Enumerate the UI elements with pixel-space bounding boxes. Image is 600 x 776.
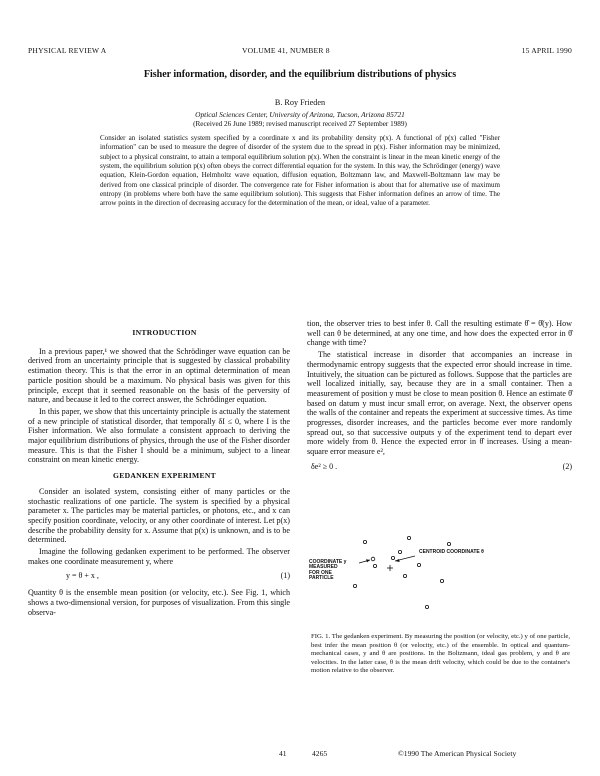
- equation-1-number: (1): [280, 571, 290, 581]
- equation-2: [307, 462, 572, 474]
- intro-paragraph-1: In a previous paper,¹ we showed that the Schrödinger wave equation can be derived from an uncertainty principle that is suggested by classical probability estimation theory. This is that the error in an optimal determination of mean particle position should be a maximum. No physical basis was given for this principle, except that it seemed reasonable on the basis of the perversity of nature, and because it led to the correct answer, the Schrödinger equation.: [28, 346, 290, 405]
- particle-dot: [398, 550, 401, 553]
- particle-dot: [363, 540, 366, 543]
- figure-1-caption: FIG. 1. The gedanken experiment. By measuring the position (or velocity, etc.) y of one particle, best infer the mean position θ (or velocity, etc.) of the ensemble. In optical and quantum-mechanical cases, y and θ are positions. In the Boltzmann, ideal gas problem, y and θ are velocities. In the latter case, θ is the mean drift velocity, which could be due to the container's motion relative to the observer.: [311, 633, 570, 675]
- measured-particle: [371, 557, 375, 561]
- coordinate-label: [309, 560, 346, 582]
- gedanken-paragraph-2: Imagine the following gedanken experiment to be performed. The observer makes one coordinate measurement y, where: [28, 547, 290, 566]
- coordinate-label-line: MEASURED: [309, 564, 338, 571]
- particle-dot: [425, 605, 428, 608]
- section-heading-introduction: INTRODUCTION: [132, 328, 197, 337]
- running-header: [28, 46, 572, 58]
- right-column: [307, 319, 572, 474]
- equation-2-body: δe² ≥ 0 .: [311, 461, 338, 471]
- coordinate-arrowhead: [366, 559, 370, 562]
- intro-paragraph-2: In this paper, we show that this uncertainty principle is actually the statement of a new principle of statistical disorder, that temporally δI ≤ 0, where I is the Fisher information. We also formulate a consistent approach to deriving the major equilibrium distributions of physics, through the use of the Fisher disorder measure. This is that the Fisher I should be a minimum, subject to a linear constraint on mean kinetic energy.: [28, 406, 290, 465]
- section-heading-gedanken: GEDANKEN EXPERIMENT: [113, 471, 216, 481]
- abstract: Consider an isolated statistics system specified by a coordinate x and its probability density p(x). A functional of p(x) called "Fisher information" can be used to measure the degree of disorder of the system due to the spread in p(x). Fisher information may be minimized, subject to a physical constraint, to attain a temporal equilibrium solution p(x). When the constraint is linear in the mean kinetic energy of the system, the equilibrium solution p(x) often obeys the correct differential equation for the system. In this way, the Schrödinger (energy) wave equation, Klein-Gordon equation, Helmholtz wave equation, diffusion equation, Boltzmann law, and Maxwell-Boltzmann law may be derived from one classical principle of disorder. The convergence rate for Fisher information is about that for alternative use of maximum entropy (in problems where both have the same equilibrium solution). This suggests that Fisher information defines an arrow of time. The arrow points in the direction of decreasing accuracy for the determination of the mean, or ideal, value of a parameter.: [100, 134, 500, 208]
- paper-title: Fisher information, disorder, and the equilibrium distributions of physics: [143, 69, 457, 80]
- coordinate-label-line: COORDINATE y: [309, 559, 347, 565]
- author-name: B. Roy Frieden: [274, 98, 326, 107]
- particle-dot: [440, 579, 443, 582]
- left-column: [28, 328, 290, 618]
- particle-dot: [407, 536, 410, 539]
- figure-1-diagram: [307, 528, 572, 628]
- particle-dot: [417, 563, 420, 566]
- coordinate-label-line: FOR ONE: [309, 569, 332, 576]
- volume-info: VOLUME 41, NUMBER 8: [242, 46, 330, 55]
- right-paragraph-1: tion, the observer tries to best infer θ. Call the resulting estimate θ̂ = θ̂(y). How well can θ be determined, at any one time, and how does the expected error in θ̂ change with time?: [307, 319, 572, 348]
- equation-1: [28, 571, 290, 583]
- volume-number: 41: [279, 749, 287, 758]
- particle-dot: [373, 564, 376, 567]
- coordinate-label-line: PARTICLE: [309, 575, 334, 582]
- journal-name: PHYSICAL REVIEW A: [28, 46, 107, 55]
- centroid-label: CENTROID COORDINATE θ: [419, 549, 484, 555]
- issue-date: 15 APRIL 1990: [521, 46, 572, 55]
- particle-dot: [447, 542, 450, 545]
- gedanken-paragraph-3: Quantity θ is the ensemble mean position (or velocity, etc.). See Fig. 1, which shows a two-dimensional version, for purposes of visualization. From this single observa-: [28, 588, 290, 617]
- received-dates: (Received 26 June 1989; revised manuscript received 27 September 1989): [193, 120, 407, 128]
- particle-dot: [403, 574, 406, 577]
- page-number: 4265: [312, 749, 328, 758]
- equation-1-body: y = θ + x ,: [66, 571, 99, 581]
- equation-2-number: (2): [562, 461, 572, 471]
- author-affiliation: Optical Sciences Center, University of Arizona, Tucson, Arizona 85721: [195, 110, 405, 119]
- copyright-notice: ©1990 The American Physical Society: [398, 749, 517, 758]
- gedanken-paragraph-1: Consider an isolated system, consisting either of many particles or the stochastic realizations of one particle. The system is specified by a physical parameter x. The particles may be material particles, or photons, etc., and x can specify position coordinate, velocity, or any other coordinate of interest. Let p(x) describe the probability density for x. Assume that p(x) is unknown, and is to be determined.: [28, 486, 290, 545]
- particle-dot: [353, 584, 356, 587]
- right-paragraph-2: The statistical increase in disorder that accompanies an increase in thermodynamic entropy suggests that the expected error should increase in time. Intuitively, the situation can be pictured as follows. Suppose that the particles are well localized initially, say, because they are in a small container. Then a measurement of position y must be close to mean position θ. Hence an estimate θ̂ based on datum y must incur small error, on average. Next, the observer opens the walls of the container and repeats the experiment at successive times. As time progresses, disorder increases, and the particles become ever more randomly spread out, so that successive outputs y of the experiment tend to depart ever more widely from θ. Hence the expected error in θ̂ increases. Using a mean-square error measure e²,: [307, 350, 572, 457]
- particle-dot: [391, 556, 394, 559]
